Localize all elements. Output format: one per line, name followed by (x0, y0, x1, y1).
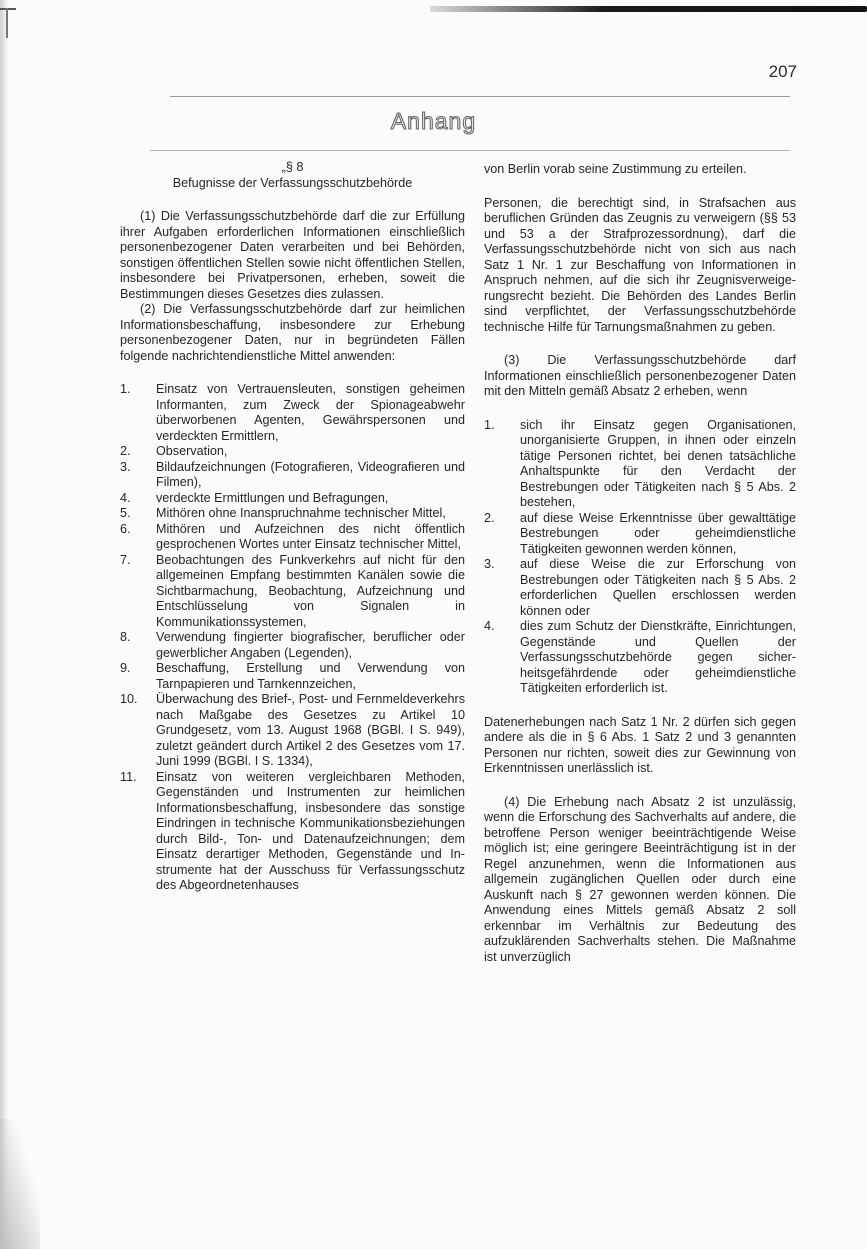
spacer (484, 400, 796, 418)
list-item-text: auf diese Weise Erkenntnisse über gewalttätige Bestrebungen oder geheimdienstliche Tätigkeiten gewonnen werden können, (520, 510, 796, 556)
list-item-number: 7. (120, 552, 131, 567)
list-item-text: Beschaffung, Erstellung und Verwendung von Tarnpapieren und Tarnkennzeichen, (156, 661, 465, 691)
list-item (120, 661, 465, 692)
list-item-text: auf diese Weise die zur Erforschung von Bestrebungen oder Tätigkeiten nach § 5 Abs. 2 erforderlichen Quellen erschlossen werden können oder (520, 557, 796, 618)
continuation-text: von Berlin vorab seine Zustimmung zu erteilen. (484, 162, 747, 176)
means-list (120, 382, 465, 894)
list-item (120, 460, 465, 491)
left-column (120, 160, 465, 894)
list-item-text: Einsatz von weiteren vergleichbaren Methoden, Gegenständen und Instrumenten zur heimlichen Informationsbeschaffung, insbesondere das sonstige Eindringen in technische Kommunikationsbeziehungen durch Bild-, Ton- und Datenaufzeichnungen; dem Einsatz derartiger Methoden, Gegenstände und Instrumente hat der Ausschuss für Verfassungsschutz des Abgeordnetenhauses (156, 769, 465, 892)
list-item-number: 4. (484, 619, 495, 633)
section-number: „§ 8 (281, 160, 304, 174)
page-number: 207 (768, 62, 797, 81)
list-item-number: 1. (120, 382, 131, 396)
list-item-number: 5. (120, 506, 131, 520)
list-item-number: 3. (120, 459, 131, 474)
scan-corner-stub (6, 8, 8, 38)
running-head: Anhang (390, 108, 477, 134)
paragraph-2: (2) Die Verfassungsschutzbehörde darf zur heimlichen Informationsbeschaffung, insbesondere zur Erhebung personenbezogener Daten, nur in begründeten Fällen folgende nachrichtendienstliche Mittel anwenden: (120, 302, 465, 363)
list-item (484, 619, 796, 697)
scan-top-edge (430, 6, 867, 12)
paragraph-personen: Personen, die berechtigt sind, in Strafsachen aus beruflichen Gründen das Zeugnis zu verweigern (§§ 53 und 53 a der Strafprozessordnung), darf die Verfassungsschutzbehörde nicht von sich aus nach Satz 1 Nr. 1 zur Beschaffung von Informationen in Anspruch nehmen, auf die sich ihr Zeugnisverweigerungsrecht bezieht. Die Behörden des Landes Berlin sind verpflichtet, der Verfassungsschutzbehörde technische Hilfe für Tarnungsmaßnahmen zu geben. (484, 195, 796, 334)
scan-left-edge (0, 0, 8, 1249)
spacer (484, 178, 796, 196)
list-item-text: dies zum Schutz der Dienstkräfte, Einrichtungen, Gegenstände und Quellen der Verfassungsschutzbehörde gegen sicherheitsgefährdende oder geheimdienstliche Tätigkeiten erforderlich ist. (520, 619, 796, 695)
list-item (120, 770, 465, 894)
list-item (120, 444, 465, 460)
list-item-text: sich ihr Einsatz gegen Organisationen, unorganisierte Gruppen, in ihnen oder einzeln tätige Personen richtet, bei denen tatsächliche Anhaltspunkte für den Verdacht der Bestrebungen oder Tätigkeiten nach § 5 Abs. 2 bestehen, (520, 417, 796, 509)
spacer (484, 335, 796, 353)
spacer (120, 191, 465, 209)
list-item (120, 382, 465, 444)
list-item (120, 506, 465, 522)
section-title: Befugnisse der Verfassungsschutzbehörde (172, 175, 413, 190)
paragraph-1: (1) Die Verfassungsschutzbehörde darf die zur Erfüllung ihrer Aufgaben erforderlichen Informationen einschließlich personenbezogener Daten verarbeiten und bei Behörden, sonstigen öffentlichen Stellen sowie nicht öffentlichen Stellen, insbesondere bei Privatpersonen, erheben, soweit die Bestimmungen dieses Gesetzes dies zulassen. (120, 209, 465, 301)
list-item-text: Einsatz von Vertrauensleuten, sonstigen geheimen Informanten, zum Zweck der Spionageabwehr überworbenen Agenten, Gewährspersonen und verdeckten Ermittlern, (156, 382, 465, 443)
list-item-text: Observation, (156, 444, 228, 458)
list-item-text: Bildaufzeichnungen (Fotografieren, Videografieren und Filmen), (156, 459, 465, 489)
list-item (120, 491, 465, 507)
spacer (484, 777, 796, 795)
list-item-number: 6. (120, 521, 131, 536)
spacer (120, 364, 465, 382)
scan-bottom-shadow (0, 1119, 40, 1249)
list-item (484, 557, 796, 619)
header-rule (170, 96, 790, 97)
header-rule-lower (150, 150, 790, 151)
conditions-list (484, 418, 796, 697)
list-item-number: 11. (120, 769, 137, 784)
list-item (120, 553, 465, 631)
list-item-number: 2. (484, 510, 495, 525)
list-item (484, 511, 796, 558)
list-item-text: Mithören und Aufzeichnen des nicht öffentlich gesprochenen Wortes unter Einsatz technischer Mittel, (156, 521, 465, 551)
paragraph-4: (4) Die Erhebung nach Absatz 2 ist unzulässig, wenn die Erforschung des Sachverhalts auf andere, die betroffene Person weniger beeinträchtigende Weise möglich ist; eine geringere Beeinträchtigung ist in der Regel anzunehmen, wenn die Informationen aus allgemein zugänglichen Quellen oder durch eine Auskunft nach § 27 gewonnen werden können. Die Anwendung eines Mittels gemäß Absatz 2 soll erkennbar im Verhältnis zur Bedeutung des aufzuklärenden Sachverhalts stehen. Die Maßnahme ist unverzüglich (484, 794, 796, 964)
list-item-number: 1. (484, 417, 495, 432)
list-item-number: 10. (120, 692, 138, 706)
paragraph-datenerhebungen: Datenerhebungen nach Satz 1 Nr. 2 dürfen sich gegen andere als die in § 6 Abs. 1 Satz 2 und 3 genannten Personen nur richten, soweit dies zur Gewinnung von Erkenntnissen unerlässlich ist. (484, 714, 796, 775)
list-item (120, 692, 465, 770)
list-item (120, 522, 465, 553)
scan-corner-mark (0, 8, 16, 10)
list-item-number: 8. (120, 630, 131, 644)
list-item-text: Mithören ohne Inanspruchnahme technischer Mittel, (156, 506, 446, 520)
list-item-text: Verwendung fingierter biografischer, beruflicher oder gewerblicher Angaben (Legenden), (156, 630, 465, 660)
list-item-text: Beobachtungen des Funkverkehrs auf nicht für den allgemeinen Empfang bestimmten Kanälen sowie die Sichtbarmachung, Beobachtung, Aufzeichnung und Entschlüsselung von Signalen in Kommunikationssystemen, (156, 552, 465, 629)
list-item-number: 2. (120, 444, 131, 458)
list-item (120, 630, 465, 661)
paragraph-3: (3) Die Verfassungsschutzbehörde darf Informationen einschließlich personenbezogener Daten mit den Mitteln gemäß Absatz 2 erheben, wenn (484, 353, 796, 398)
list-item-text: Überwachung des Brief-, Post- und Fernmeldeverkehrs nach Maßgabe des Gesetzes zu Artikel 10 Grundgesetz, vom 13. August 1968 (BGBl. I S. 949), zuletzt geändert durch Artikel 2 des Gesetzes vom 17. Juni 1999 (BGBl. I S. 1334), (156, 692, 465, 768)
list-item-number: 4. (120, 490, 131, 505)
list-item (484, 418, 796, 511)
list-item-number: 3. (484, 557, 495, 571)
spacer (484, 697, 796, 715)
list-item-text: verdeckte Ermittlungen und Befragungen, (156, 490, 389, 505)
right-column (484, 162, 796, 965)
list-item-number: 9. (120, 661, 131, 675)
